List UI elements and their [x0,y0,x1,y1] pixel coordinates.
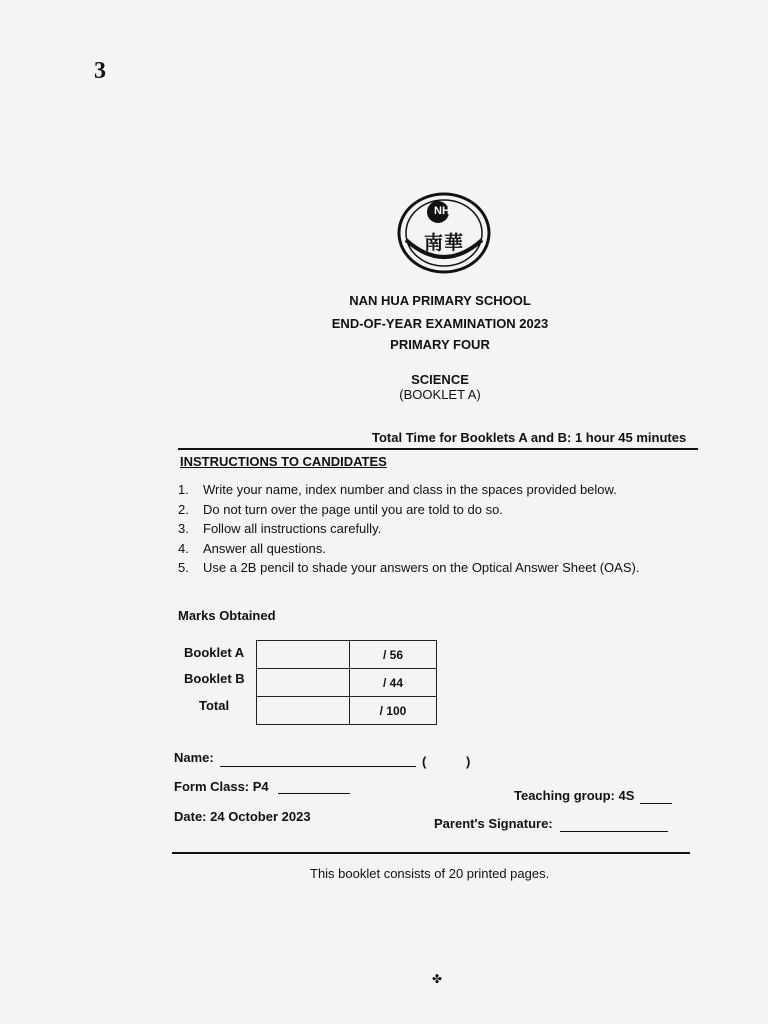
instruction-text: Answer all questions. [203,540,326,556]
total-label: Total [199,698,230,713]
form-class-label: Form Class: P4 [174,779,269,794]
marks-obtained-title: Marks Obtained [178,608,276,623]
page-count-note: This booklet consists of 20 printed pages. [310,866,550,881]
logo-chinese-name: 南華 [423,233,464,254]
booklet-a-label: Booklet A [184,645,245,660]
ornament-icon: ✤ [432,972,443,986]
index-paren-close: ) [466,754,471,769]
parent-signature-label: Parent's Signature: [434,816,553,831]
score-cell-booklet-b[interactable] [257,669,350,697]
instructions-list [178,480,639,578]
instructions-title: INSTRUCTIONS TO CANDIDATES [180,454,387,469]
instruction-item [178,519,639,539]
exam-title: END-OF-YEAR EXAMINATION 2023 [331,316,549,331]
page-number: 3 [94,58,106,84]
score-cell-booklet-a[interactable] [257,641,350,669]
max-score: / 44 [350,669,437,697]
table-row [257,669,437,697]
max-score: / 100 [350,697,437,725]
index-paren-open: ( [422,754,427,769]
instruction-item [178,480,639,500]
instruction-number: 3. [178,521,189,537]
subject: SCIENCE [411,372,469,387]
header-divider [178,448,698,450]
table-row [257,697,437,725]
teaching-group-field[interactable] [640,803,672,804]
booklet-b-label: Booklet B [184,671,245,686]
school-name: NAN HUA PRIMARY SCHOOL [349,293,531,308]
booklet: (BOOKLET A) [399,387,481,402]
logo-initials: NH [434,205,450,217]
instruction-number: 4. [178,540,189,556]
instruction-text: Do not turn over the page until you are told to do so. [203,501,503,517]
date-label: Date: 24 October 2023 [174,809,311,824]
instruction-item [178,500,639,520]
instruction-item [178,558,639,578]
name-label: Name: [174,750,214,765]
instruction-number: 1. [178,482,189,498]
total-time: Total Time for Booklets A and B: 1 hour 45 minutes [372,430,687,445]
form-class-field[interactable] [278,793,350,794]
marks-table [256,640,437,725]
instruction-number: 5. [178,560,189,576]
teaching-group-label: Teaching group: 4S [514,788,635,803]
max-score: / 56 [350,641,437,669]
instruction-text: Use a 2B pencil to shade your answers on the Optical Answer Sheet (OAS). [203,560,640,576]
table-row [257,641,437,669]
level: PRIMARY FOUR [390,337,490,352]
instruction-text: Follow all instructions carefully. [203,521,382,537]
parent-signature-field[interactable] [560,831,668,832]
instruction-text: Write your name, index number and class in the spaces provided below. [203,482,617,498]
name-field[interactable] [220,766,416,767]
score-cell-total[interactable] [257,697,350,725]
footer-divider [172,852,690,854]
instruction-item [178,539,639,559]
instruction-number: 2. [178,501,189,517]
